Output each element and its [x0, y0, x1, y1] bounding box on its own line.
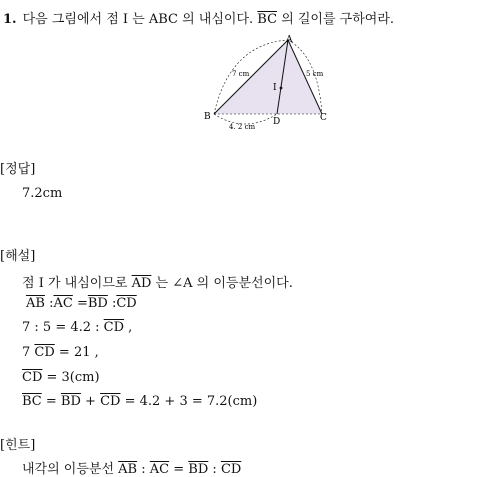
text-run: = 21 , — [54, 345, 99, 360]
segment-overline: $\overline{CD}$ — [220, 462, 242, 477]
text-run: : — [44, 296, 54, 311]
segment-overline: $\overline{AB}$ — [118, 462, 138, 477]
text-run: = — [169, 462, 189, 477]
explanation-line-1-post: 는 ∠A 의 이등분선이다. — [155, 276, 293, 291]
point-d-label: D — [273, 117, 281, 127]
explanation-line-3 — [22, 320, 132, 335]
segment-overline: $\overline{BD}$ — [60, 394, 81, 409]
vertex-c-label: C — [320, 113, 327, 123]
label-bd: 4. 2 cm — [229, 123, 256, 129]
answer-value: 7.2cm — [22, 186, 63, 201]
label-ab: 7 cm — [232, 70, 250, 78]
question-line — [3, 8, 394, 27]
answer-heading: [정답] — [0, 162, 36, 177]
explanation-line-1 — [22, 272, 293, 291]
segment-overline: $\overline{CD}$ — [34, 345, 55, 360]
text-run: + — [80, 394, 101, 409]
segment-overline: $\overline{CD}$ — [103, 320, 125, 335]
text-run: = 3(cm) — [42, 370, 100, 385]
explanation-line-5 — [22, 370, 100, 385]
vertex-b-label: B — [204, 112, 211, 122]
segment-overline: $\overline{BD}$ — [188, 462, 209, 477]
segment-overline: $\overline{CD}$ — [116, 296, 137, 311]
question-text-after: 의 길이를 구하여라. — [281, 12, 395, 27]
question-number: 1. — [3, 12, 17, 27]
text-run: 내각의 이등분선 — [22, 462, 119, 477]
explanation-line-1-seg: $\overline{AD}$ — [131, 276, 152, 291]
text-run: = 4.2 + 3 = 7.2(cm) — [120, 394, 258, 409]
text-run: : — [208, 462, 221, 477]
segment-overline: $\overline{CD}$ — [22, 370, 43, 385]
segment-overline: $\overline{BD}$ — [87, 296, 108, 311]
segment-overline: $\overline{AB}$ — [26, 296, 45, 311]
segment-overline: $\overline{CD}$ — [100, 394, 121, 409]
triangle-figure — [200, 34, 335, 129]
text-run: 7 — [22, 345, 35, 360]
segment-overline: $\overline{AC}$ — [149, 462, 170, 477]
incenter-point — [280, 87, 283, 90]
text-run: = — [41, 394, 61, 409]
segment-overline: $\overline{AC}$ — [53, 296, 73, 311]
explanation-line-1-pre: 점 I 가 내심이므로 — [22, 276, 128, 291]
vertex-a-label: A — [286, 35, 293, 45]
question-segment-bc: $\overline{BC}$ — [257, 12, 278, 27]
question-text-before: 다음 그림에서 점 I 는 ABC 의 내심이다. — [22, 12, 254, 27]
explanation-line-6 — [22, 394, 257, 409]
text-run: , — [124, 320, 133, 335]
text-run: = — [72, 296, 88, 311]
hint-heading: [힌트] — [0, 438, 36, 453]
text-run: 7 : 5 = 4.2 : — [22, 320, 104, 335]
text-run: : — [107, 296, 117, 311]
explanation-heading: [해설] — [0, 249, 36, 264]
text-run: : — [137, 462, 150, 477]
point-i-label: I — [273, 83, 277, 93]
segment-overline: $\overline{BC}$ — [22, 394, 42, 409]
explanation-line-2 — [26, 296, 137, 311]
hint-line — [22, 458, 241, 477]
explanation-line-4 — [22, 345, 99, 360]
label-ac: 5 cm — [306, 70, 324, 78]
